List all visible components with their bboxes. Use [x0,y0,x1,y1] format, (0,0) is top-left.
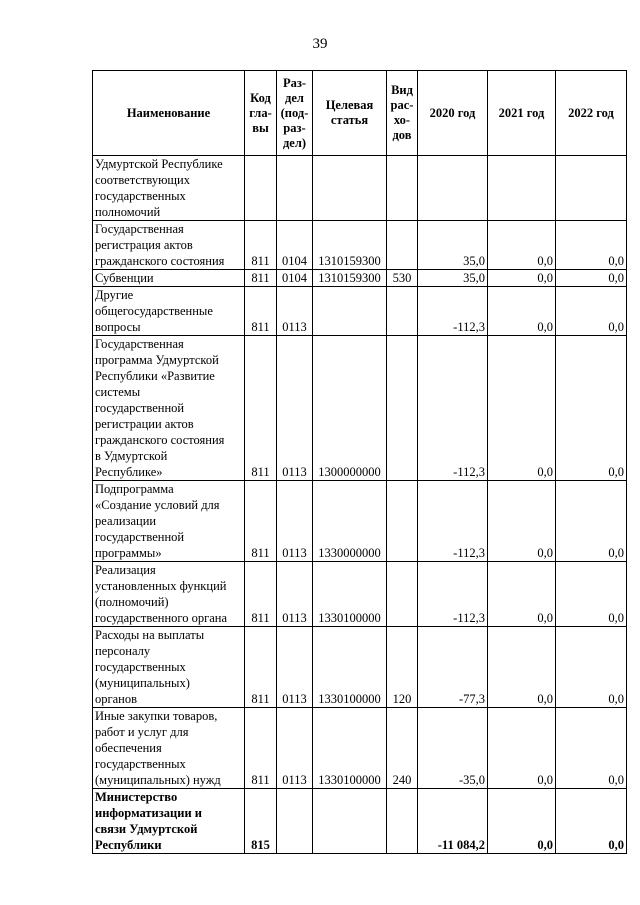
cell-name: Министерство информатизации и связи Удмуртской Республики [93,789,245,854]
cell-razdel [277,156,313,221]
cell-razdel: 0113 [277,481,313,562]
cell-kod: 811 [245,287,277,336]
cell-2020: -35,0 [418,708,488,789]
table-row [93,270,627,287]
cell-kod: 811 [245,481,277,562]
cell-vid [387,481,418,562]
cell-celevaya: 1310159300 [313,221,387,270]
page-number: 39 [312,36,328,52]
cell-vid: 530 [387,270,418,287]
cell-2020: -112,3 [418,562,488,627]
header-vid: Вид рас- хо- дов [387,71,418,156]
cell-celevaya: 1330100000 [313,627,387,708]
cell-2020: -11 084,2 [418,789,488,854]
cell-celevaya: 1310159300 [313,270,387,287]
cell-vid: 240 [387,708,418,789]
cell-2022: 0,0 [556,481,627,562]
cell-vid [387,562,418,627]
cell-razdel: 0113 [277,287,313,336]
cell-2020: 35,0 [418,221,488,270]
cell-name: Государственная программа Удмуртской Республики «Развитие системы государственной регистрации актов гражданского состояния в Удмуртской Республике» [93,336,245,481]
header-2021: 2021 год [488,71,556,156]
table-row [93,221,627,270]
cell-2020: -112,3 [418,287,488,336]
cell-2021: 0,0 [488,336,556,481]
cell-vid: 120 [387,627,418,708]
cell-2022: 0,0 [556,627,627,708]
cell-razdel: 0113 [277,627,313,708]
cell-2022: 0,0 [556,562,627,627]
table-row [93,627,627,708]
cell-2021: 0,0 [488,627,556,708]
cell-2022: 0,0 [556,287,627,336]
header-celevaya: Целевая статья [313,71,387,156]
cell-2022 [556,156,627,221]
cell-name: Государственная регистрация актов гражданского состояния [93,221,245,270]
cell-vid [387,287,418,336]
cell-2022: 0,0 [556,221,627,270]
cell-vid [387,789,418,854]
header-name: Наименование [93,71,245,156]
cell-vid [387,336,418,481]
cell-2021: 0,0 [488,789,556,854]
cell-name: Удмуртской Республике соответствующих государственных полномочий [93,156,245,221]
cell-2022: 0,0 [556,336,627,481]
cell-kod: 811 [245,270,277,287]
cell-2021 [488,156,556,221]
cell-celevaya: 1330100000 [313,708,387,789]
cell-2022: 0,0 [556,789,627,854]
cell-2022: 0,0 [556,270,627,287]
cell-2021: 0,0 [488,287,556,336]
table-body [93,156,627,854]
cell-kod [245,156,277,221]
cell-2020: -112,3 [418,336,488,481]
cell-kod: 811 [245,336,277,481]
table-row [93,481,627,562]
cell-2021: 0,0 [488,270,556,287]
cell-celevaya: 1330000000 [313,481,387,562]
cell-vid [387,221,418,270]
table-row [93,336,627,481]
cell-name: Иные закупки товаров, работ и услуг для обеспечения государственных (муниципальных) нужд [93,708,245,789]
table-row [93,789,627,854]
table-row [93,287,627,336]
cell-celevaya [313,287,387,336]
header-razdel: Раз- дел (под- раз- дел) [277,71,313,156]
table-header-row [93,71,627,156]
cell-2020 [418,156,488,221]
cell-celevaya: 1330100000 [313,562,387,627]
cell-kod: 811 [245,708,277,789]
cell-kod: 811 [245,627,277,708]
table-row [93,156,627,221]
cell-name: Другие общегосударственные вопросы [93,287,245,336]
cell-razdel: 0104 [277,221,313,270]
cell-razdel: 0113 [277,336,313,481]
cell-celevaya [313,789,387,854]
cell-2021: 0,0 [488,562,556,627]
table-row [93,562,627,627]
cell-2021: 0,0 [488,708,556,789]
cell-kod: 811 [245,221,277,270]
cell-name: Реализация установленных функций (полномочий) государственного органа [93,562,245,627]
cell-celevaya [313,156,387,221]
cell-razdel: 0113 [277,562,313,627]
cell-2021: 0,0 [488,481,556,562]
cell-celevaya: 1300000000 [313,336,387,481]
cell-name: Расходы на выплаты персоналу государственных (муниципальных) органов [93,627,245,708]
table-row [93,708,627,789]
cell-razdel: 0104 [277,270,313,287]
cell-vid [387,156,418,221]
cell-razdel [277,789,313,854]
cell-name: Субвенции [93,270,245,287]
header-kod: Код гла- вы [245,71,277,156]
cell-name: Подпрограмма «Создание условий для реализации государственной программы» [93,481,245,562]
header-2022: 2022 год [556,71,627,156]
cell-2020: -77,3 [418,627,488,708]
cell-2020: 35,0 [418,270,488,287]
header-2020: 2020 год [418,71,488,156]
cell-2020: -112,3 [418,481,488,562]
budget-table [92,70,627,854]
cell-2022: 0,0 [556,708,627,789]
cell-2021: 0,0 [488,221,556,270]
cell-kod: 815 [245,789,277,854]
cell-kod: 811 [245,562,277,627]
cell-razdel: 0113 [277,708,313,789]
